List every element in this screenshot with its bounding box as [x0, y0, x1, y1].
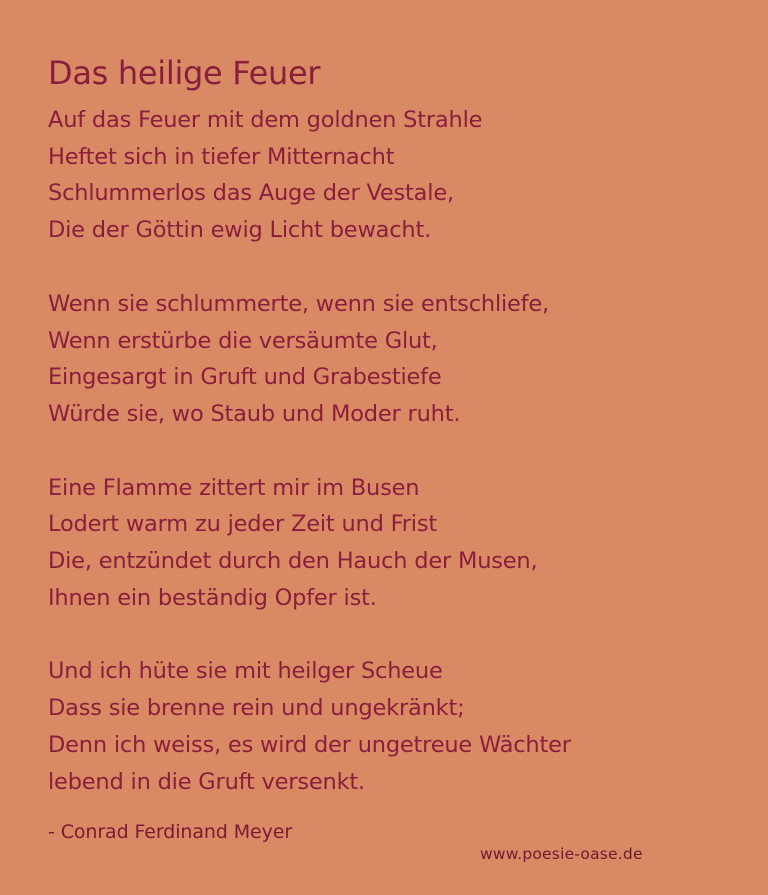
poem-line: Würde sie, wo Staub und Moder ruht. — [48, 400, 461, 427]
poem-author: - Conrad Ferdinand Meyer — [48, 821, 293, 843]
poem-line: Die der Göttin ewig Licht bewacht. — [48, 217, 432, 244]
poem-line: Dass sie brenne rein und ungekränkt; — [48, 695, 465, 722]
poem-line: Wenn sie schlummerte, wenn sie entschliefe, — [48, 290, 550, 317]
poem-line: Heftet sich in tiefer Mitternacht — [48, 143, 395, 170]
poem-line: Ihnen ein beständig Opfer ist. — [48, 584, 377, 611]
poem-line: Eine Flamme zittert mir im Busen — [48, 474, 420, 501]
poem-line: Und ich hüte sie mit heilger Scheue — [48, 658, 443, 685]
poem-line: Denn ich weiss, es wird der ungetreue Wächter — [48, 731, 571, 758]
stanza — [48, 470, 728, 617]
poem-line: Schlummerlos das Auge der Vestale, — [48, 180, 454, 207]
poem-line: Lodert warm zu jeder Zeit und Frist — [48, 511, 438, 538]
poem-line: lebend in die Gruft versenkt. — [48, 768, 365, 795]
poem-line: Die, entzündet durch den Hauch der Musen, — [48, 548, 538, 575]
poem-line: Eingesargt in Gruft und Grabestiefe — [48, 364, 442, 391]
poem-line: Auf das Feuer mit dem goldnen Strahle — [48, 107, 483, 133]
stanza — [48, 653, 728, 800]
website-credit: www.poesie-oase.de — [480, 845, 643, 863]
stanza — [48, 102, 728, 249]
poem-line: Wenn erstürbe die versäumte Glut, — [48, 327, 438, 354]
stanza — [48, 286, 728, 433]
poem-title: Das heilige Feuer — [48, 54, 321, 92]
poem-card — [48, 50, 728, 837]
